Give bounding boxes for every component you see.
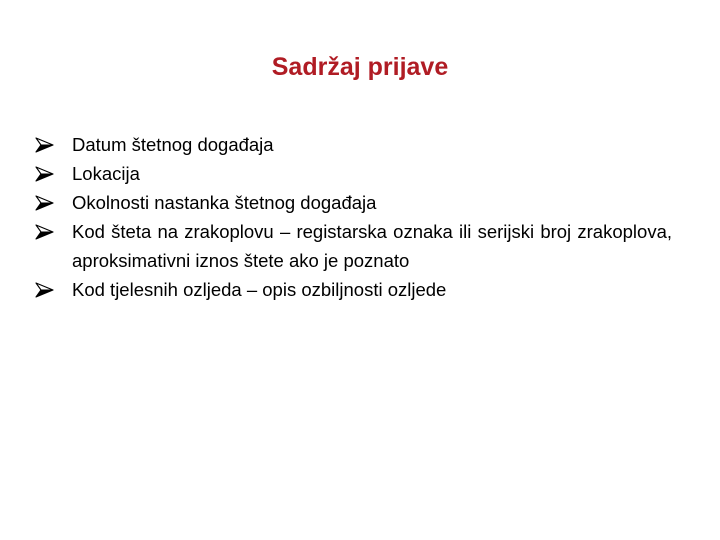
bullet-item xyxy=(34,217,672,275)
bullet-text: Datum štetnog događaja xyxy=(72,134,274,155)
arrow-bullet-shape xyxy=(34,188,54,217)
arrow-bullet-shape xyxy=(34,130,54,159)
bullet-item xyxy=(34,275,672,304)
arrow-bullet-icon xyxy=(34,188,54,217)
bullet-text: Kod šteta na zrakoplovu – registarska oznaka ili serijski broj zrakoplova, aproksimativni iznos štete ako je poznato xyxy=(72,221,672,271)
arrow-bullet-shape xyxy=(34,217,54,246)
bullet-text: Lokacija xyxy=(72,163,140,184)
arrow-bullet-icon xyxy=(34,275,54,304)
bullet-list xyxy=(34,130,672,304)
slide-title: Sadržaj prijave xyxy=(271,53,449,81)
bullet-text: Kod tjelesnih ozljeda – opis ozbiljnosti ozljede xyxy=(72,279,447,300)
bullet-item xyxy=(34,159,672,188)
arrow-bullet-shape xyxy=(34,159,54,188)
arrow-bullet-icon xyxy=(34,159,54,188)
bullet-item xyxy=(34,188,672,217)
bullet-item xyxy=(34,130,672,159)
arrow-bullet-icon xyxy=(34,217,54,246)
arrow-bullet-shape xyxy=(34,275,54,304)
arrow-bullet-icon xyxy=(34,130,54,159)
bullet-text: Okolnosti nastanka štetnog događaja xyxy=(72,192,377,213)
